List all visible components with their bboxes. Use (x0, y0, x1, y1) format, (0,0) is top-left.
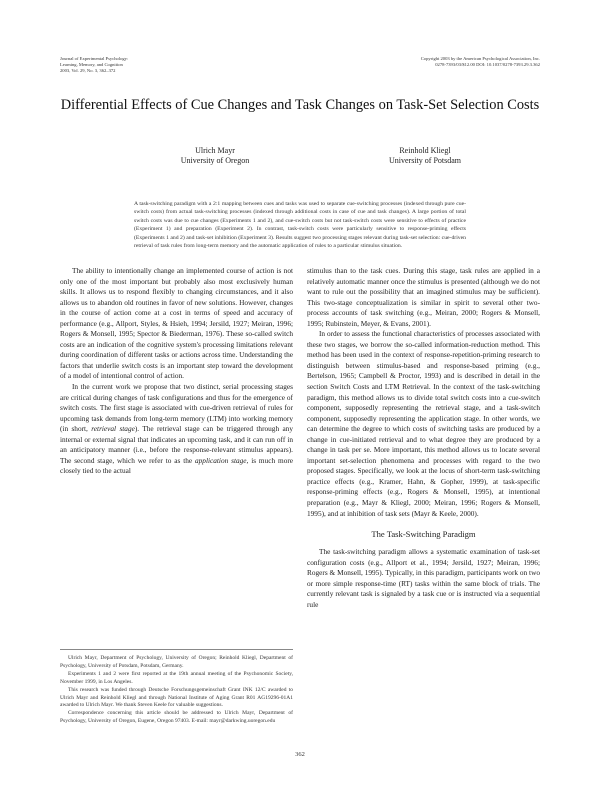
author-name: Ulrich Mayr (195, 146, 235, 155)
abstract: A task-switching paradigm with a 2:1 mapping between cues and tasks was used to separate cue-switching processes (indexed through pure cue-switch costs) from actual task-switching processes (indexed through additional costs in case of cue and task changes). A large portion of total switch costs was due to cue changes (Experiments 1 and 2), and cue-switch costs but not task-switch costs were sensitive to effects of practice (Experiment 1) and preparation (Experiment 2). In contrast, task-switch costs were particularly sensitive to response-priming effects (Experiments 1 and 2) and task-set inhibition (Experiment 3). Results suggest two processing stages relevant during task-set selection: cue-driven retrieval of task rules from long-term memory and the automatic application of rules to a particular stimulus situation. (134, 201, 466, 250)
author-block (150, 146, 280, 166)
copyright-line: Copyright 2003 by the American Psychological Association, Inc. (420, 56, 540, 61)
author-affiliation: University of Potsdam (389, 156, 461, 166)
footnote-paragraph: Correspondence concerning this article should be addressed to Ulrich Mayr, Department of Psychology, University of Oregon, Eugene, Oregon 97403. E-mail: mayr@darkwing.uoregon.edu (60, 710, 293, 725)
journal-line: Journal of Experimental Psychology: (60, 56, 129, 61)
right-column (307, 266, 540, 610)
copyright-notice (421, 56, 540, 68)
journal-line: Learning, Memory, and Cognition (60, 62, 123, 68)
text-run: ). The retrieval stage can be triggered through any internal or external signal that indicates an upcoming task, and it can run off in an anticipatory manner (i.e., before the response-relevant stimulus appears). The second stage, which we refer to as the (60, 424, 293, 465)
doi-line: 0278-7393/03/$12.00 DOI: 10.1037/0278-7393.29.3.362 (435, 62, 540, 68)
text-run: In the current work we propose that two distinct, serial processing stages are critical during changes of task configurations and thus for the emergence of switch costs. The first stage is associated with cue-driven retrieval of rules for upcoming task demands from long-term memory (LTM) into working memory (in short, (60, 382, 293, 434)
article-title: Differential Effects of Cue Changes and Task Changes on Task-Set Selection Costs (60, 97, 540, 113)
footnote-paragraph: Ulrich Mayr, Department of Psychology, University of Oregon; Reinhold Kliegl, Department of Psychology, University of Potsdam, Potsdam, Germany. (60, 655, 293, 669)
body-paragraph: The task-switching paradigm allows a systematic examination of task-set configuration costs (e.g., Allport et al., 1994; Jersild, 1927; Meiran, 1996; Rogers & Monsell, 1995). Typically, in this paradigm, participants work on two or more simple response-time (RT) tasks within the same block of trials. The currently relevant task is signaled by a task cue or is instructed via a sequential rule (307, 547, 540, 609)
left-column (60, 266, 293, 477)
text-run: , is much more closely tied to the actual (60, 455, 294, 476)
body-paragraph: In order to assess the functional characteristics of processes associated with these two stages, we borrow the so-called information-reduction method. This method has been used in the context of response-repetition-priming research to distinguish between stimulus-based and response-based priming (e.g., Bertelson, 1965; Campbell & Proctor, 1993) and is described in detail in the section Switch Costs and LTM Retrieval. In the context of the task-switching paradigm, this method allows us to divide total switch costs into a cue-switch component, supposedly representing the retrieval stage, and a task-switch component, supposedly representing the application stage. In other words, we can determine the degree to which costs of switching tasks are produced by a change in cue-initiated retrieval and to what degree they are produced by a change in task per se. More important, this method allows us to locate several important set-selection phenomena and processes with regard to the two proposed stages. Specifically, we look at the locus of short-term task-switching practice effects (e.g., Kramer, Hahn, & Gopher, 1999), at task-specific response-priming effects (e.g., Rogers & Monsell, 1995), at intentional preparation (e.g., Mayr & Kliegl, 2000; Meiran, 1996; Rogers & Monsell, 1995), and at inhibition of task sets (Mayr & Keele, 2000). (307, 329, 540, 518)
journal-line: 2003, Vol. 29, No. 3, 362–372 (60, 68, 116, 74)
journal-citation (60, 56, 128, 75)
footnote-paragraph: This research was funded through Deutsche Forschungsgemeinschaft Grant INK 12/C awarded to Ulrich Mayr and Reinhold Kliegl and through National Institute of Aging Grant R01 AG19296-01A1 awarded to Ulrich Mayr. We thank Steven Keele for valuable suggestions. (60, 686, 293, 709)
emphasis-term: application stage (195, 455, 247, 465)
body-paragraph: stimulus than to the task cues. During this stage, task rules are applied in a relatively automatic manner once the stimulus is presented (although we do not want to rule out the possibility that an imagined stimulus may be sufficient). This two-stage conceptualization is similar in spirit to several other two-process accounts of task switching (e.g., Meiran, 2000; Rogers & Monsell, 1995; Rubinstein, Meyer, & Evans, 2001). (307, 266, 540, 328)
emphasis-term: retrieval stage (91, 424, 135, 434)
body-paragraph (60, 382, 293, 477)
footnote-paragraph: Experiments 1 and 2 were first reported at the 19th annual meeting of the Psychonomic Society, November 1999, in Los Angeles. (60, 670, 293, 685)
section-heading: The Task-Switching Paradigm (371, 529, 476, 540)
author-name: Reinhold Kliegl (399, 146, 451, 155)
author-note (60, 655, 293, 726)
author-affiliation: University of Oregon (180, 156, 250, 166)
footnote-divider (60, 649, 293, 650)
body-paragraph: The ability to intentionally change an implemented course of action is not only one of the most important but probably also most exclusively human skills. It allows us to respond flexibly to changing circumstances, and it also allows us to abandon old routines in favor of new solutions. However, changes in the course of action come at a cost in terms of speed and accuracy of performance (e.g., Allport, Styles, & Hsieh, 1994; Jersild, 1927; Meiran, 1996; Rogers & Monsell, 1995; Spector & Biederman, 1976). These so-called switch costs are an indication of the cognitive system's processing limitations relevant during coordination of different tasks or actions across time. Understanding the factors that underlie switch costs is an important step toward the development of a model of intentional control of action. (60, 266, 293, 381)
author-block (360, 146, 490, 166)
page-number: 362 (295, 751, 305, 758)
